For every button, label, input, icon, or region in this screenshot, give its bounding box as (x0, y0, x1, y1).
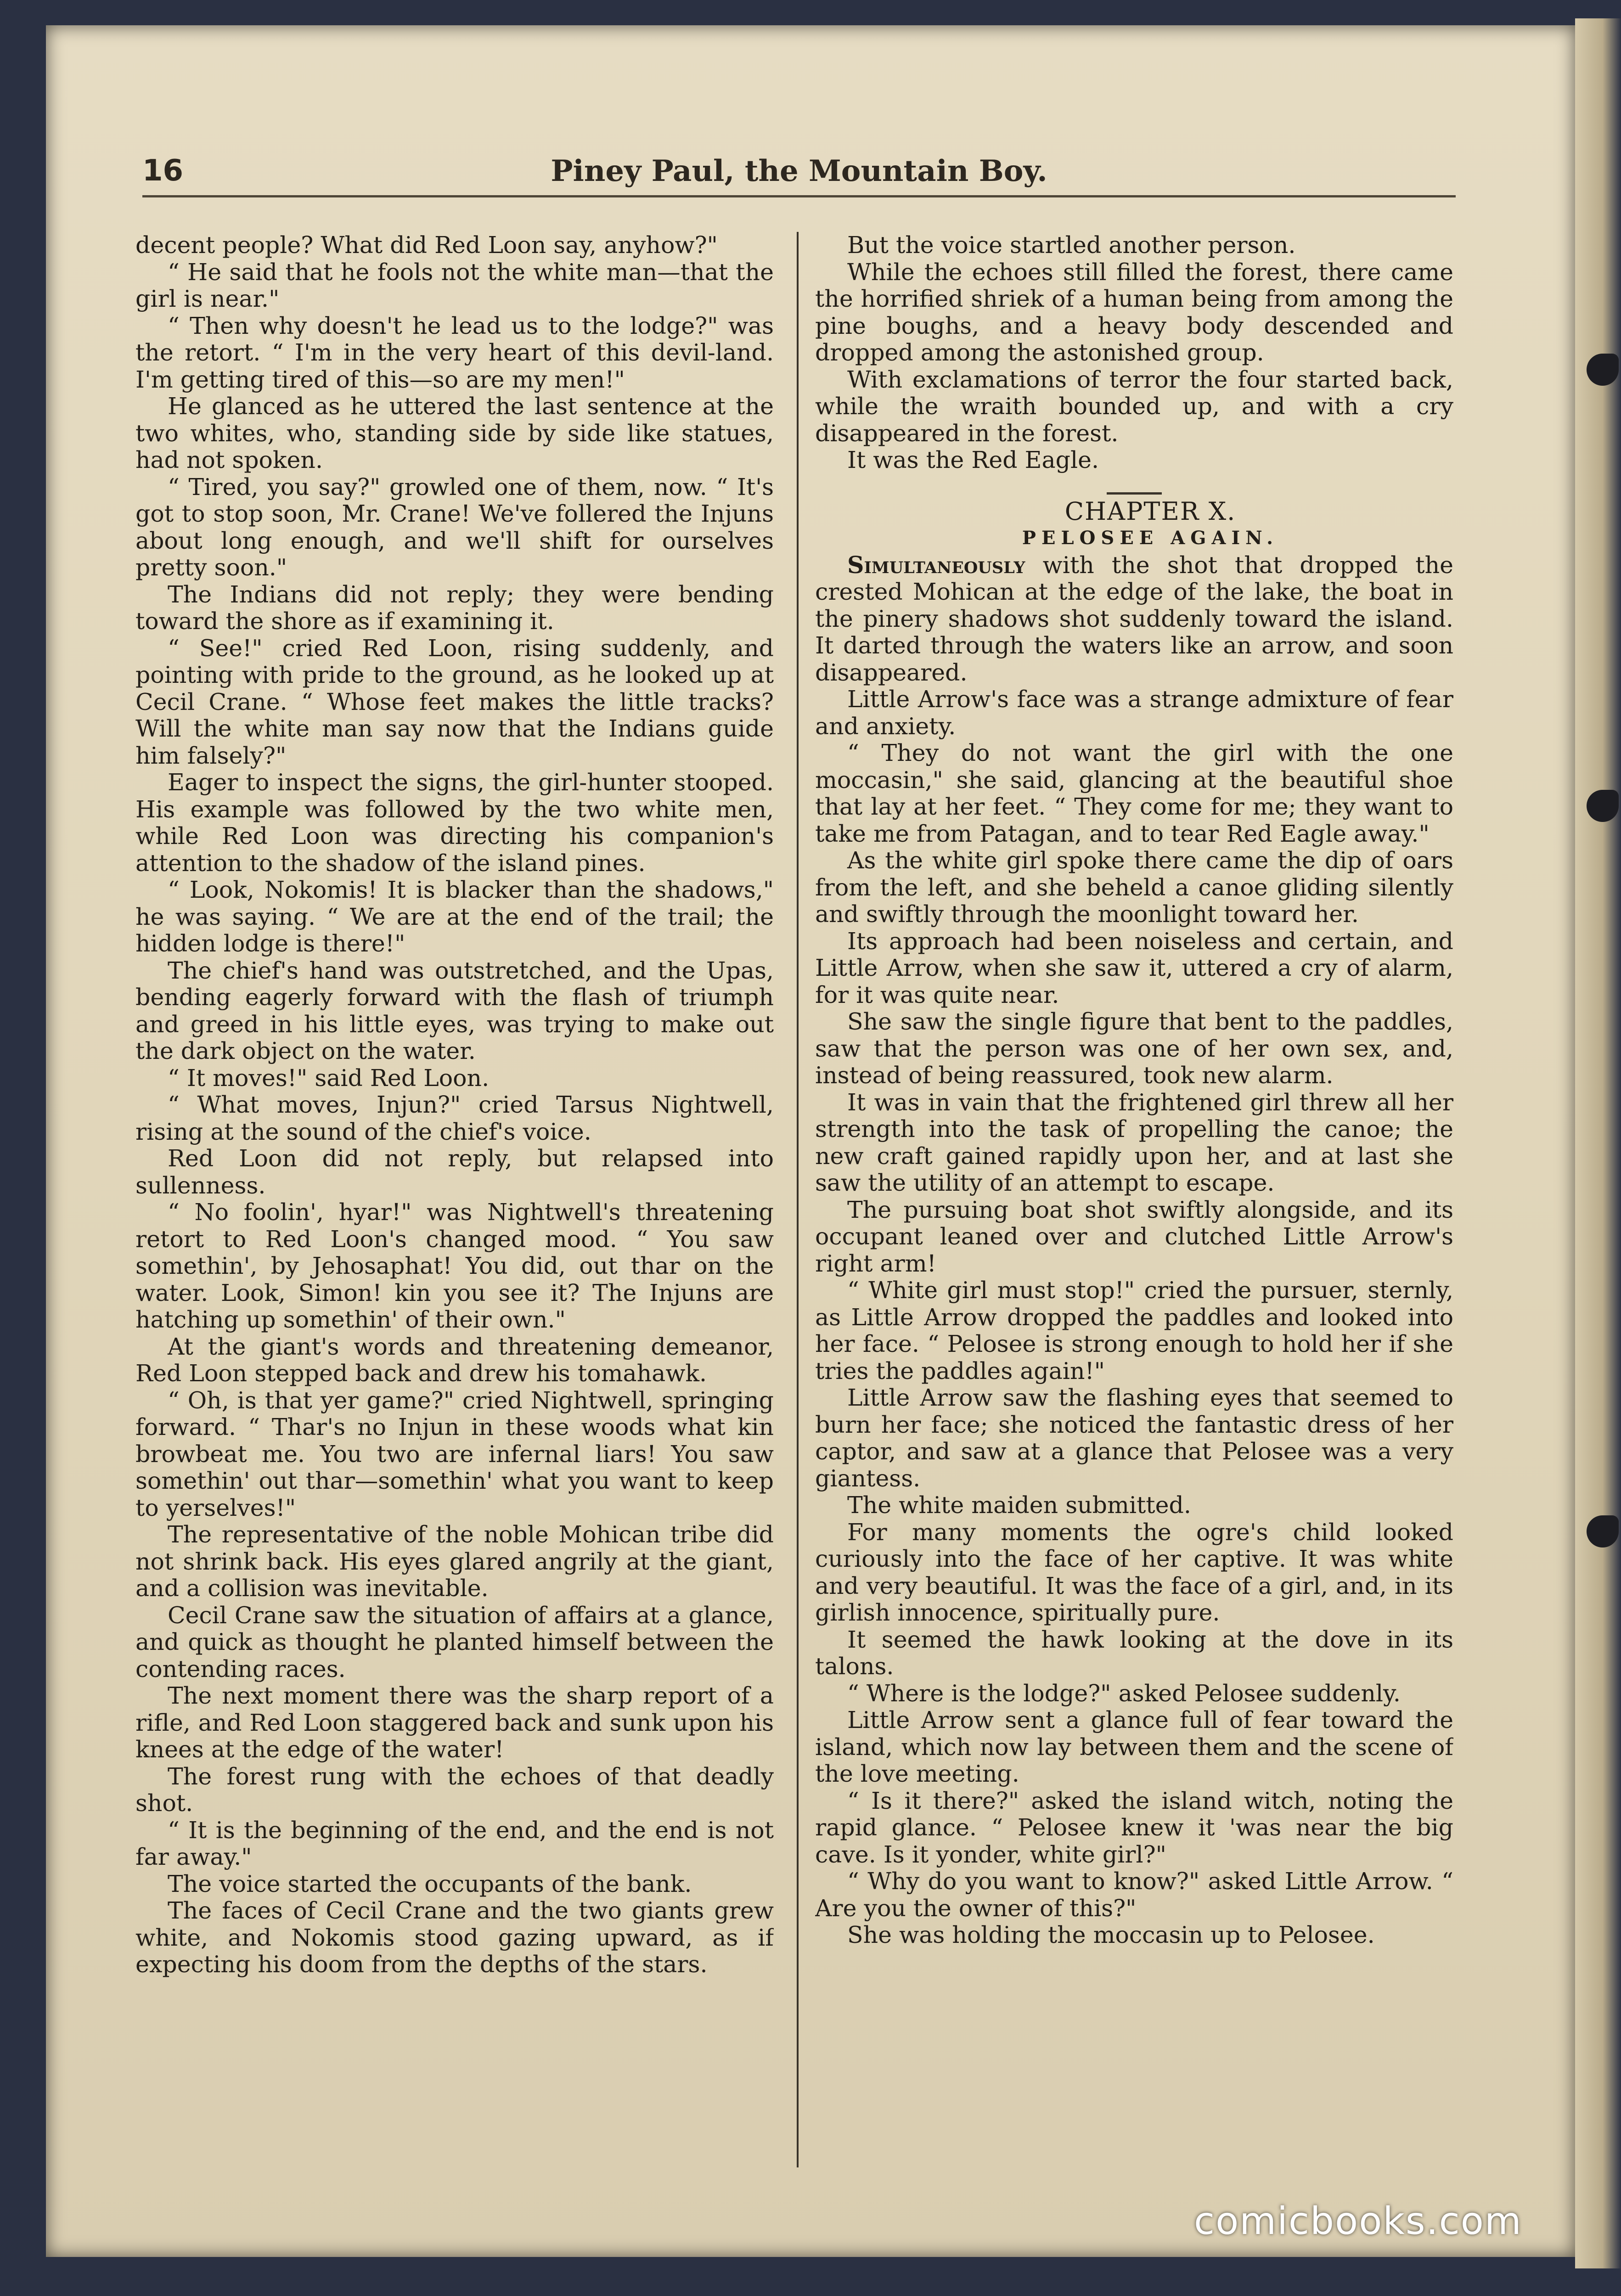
paragraph: “ No foolin', hyar!" was Nightwell's threatening retort to Red Loon's changed mood. “ You saw somethin', by Jehosaphat! You did, out thar on the water. Look, Simon! kin you see it? The Injuns are hatching up somethin' of their own." (135, 1199, 774, 1333)
paragraph: The Indians did not reply; they were bending toward the shore as if examining it. (135, 580, 774, 635)
paragraph: She was holding the moccasin up to Pelosee. (847, 1921, 1375, 1948)
paragraph: “ Why do you want to know?" asked Little Arrow. “ Are you the owner of this?" (815, 1868, 1453, 1922)
paragraph: Red Loon did not reply, but relapsed into sullenness. (135, 1145, 774, 1199)
right-text-column (815, 232, 1453, 2161)
paragraph: She saw the single figure that bent to the paddles, saw that the person was one of her own sex, and, instead of being reassured, took new alarm. (815, 1008, 1453, 1089)
paragraph: “ Tired, you say?" growled one of them, now. “ It's got to stop soon, Mr. Crane! We've follered the Injuns about long enough, and we'll shift for ourselves pretty soon." (135, 473, 774, 581)
paragraph: The white maiden submitted. (847, 1491, 1191, 1519)
paragraph: “ Where is the lodge?" asked Pelosee suddenly. (847, 1679, 1401, 1707)
paragraph: Little Arrow saw the flashing eyes that seemed to burn her face; she noticed the fantastic dress of her captor, and saw at a glance that Pelosee was a very giantess. (815, 1384, 1453, 1492)
chapter-title: CHAPTER X. (1064, 496, 1236, 526)
paragraph: “ He said that he fools not the white man—that the girl is near." (135, 258, 774, 312)
paragraph: With exclamations of terror the four started back, while the wraith bounded up, and with a cry disappeared in the forest. (815, 366, 1453, 447)
page-header (142, 154, 1456, 197)
running-title: Piney Paul, the Mountain Boy. (551, 154, 1047, 188)
binding-staple (1587, 354, 1619, 386)
paragraph: “ Oh, is that yer game?" cried Nightwell, springing forward. “ Thar's no Injun in these woods what kin browbeat me. You two are infernal liars! You saw somethin' out thar—somethin' what you want to keep to yerselves!" (135, 1386, 774, 1521)
left-text-column (135, 232, 774, 2161)
binding-staple (1587, 1515, 1619, 1548)
paragraph: The pursuing boat shot swiftly alongside, and its occupant leaned over and clutched Little Arrow's right arm! (815, 1196, 1453, 1277)
chapter-subtitle: PELOSEE AGAIN. (1022, 527, 1279, 549)
paragraph: decent people? What did Red Loon say, anyhow?" (135, 232, 718, 259)
paragraph: “ Then why doesn't he lead us to the lodge?" was the retort. “ I'm in the very heart of this devil-land. I'm getting tired of this—so are my men!" (135, 312, 774, 393)
paragraph: He glanced as he uttered the last sentence at the two whites, who, standing side by side like statues, had not spoken. (135, 393, 774, 473)
paragraph: At the giant's words and threatening demeanor, Red Loon stepped back and drew his tomahawk. (135, 1333, 774, 1387)
paragraph: Eager to inspect the signs, the girl-hunter stooped. His example was followed by the two white men, while Red Loon was directing his companion's attention to the shadow of the island pines. (135, 769, 774, 877)
right-column-opening (815, 232, 1453, 474)
paragraph: It was the Red Eagle. (847, 446, 1099, 473)
chapter-rule (1107, 492, 1162, 495)
paragraph: “ It is the beginning of the end, and the end is not far away." (135, 1816, 774, 1870)
paragraph: The representative of the noble Mohican tribe did not shrink back. His eyes glared angrily at the giant, and a collision was inevitable. (135, 1521, 774, 1602)
chapter-first-paragraph-text: with the shot that dropped the crested Mohican at the edge of the lake, the boat in the pinery shadows shot suddenly toward the island. It darted through the waters like an arrow, and soon disappeared. (815, 551, 1453, 686)
paragraph: As the white girl spoke there came the dip of oars from the left, and she beheld a canoe gliding silently and swiftly through the moonlight toward her. (815, 847, 1453, 928)
page-number: 16 (142, 154, 184, 188)
watermark: comicbooks.com (1194, 2200, 1522, 2243)
paragraph: The next moment there was the sharp report of a rifle, and Red Loon staggered back and sunk upon his knees at the edge of the water! (135, 1682, 774, 1763)
binding-staple (1587, 790, 1619, 822)
paragraph: The voice started the occupants of the bank. (168, 1870, 692, 1897)
paragraph: “ Is it there?" asked the island witch, noting the rapid glance. “ Pelosee knew it 'was near the big cave. Is it yonder, white girl?" (815, 1787, 1453, 1868)
paragraph: “ Look, Nokomis! It is blacker than the shadows," he was saying. “ We are at the end of the trail; the hidden lodge is there!" (135, 876, 774, 957)
paragraph: “ It moves!" said Red Loon. (168, 1064, 490, 1092)
chapter-first-word: Simultaneously (847, 551, 1025, 579)
paragraph: Little Arrow's face was a strange admixture of fear and anxiety. (815, 686, 1453, 740)
paragraph: Cecil Crane saw the situation of affairs at a glance, and quick as thought he planted himself between the contending races. (135, 1601, 774, 1683)
paragraph: It seemed the hawk looking at the dove in its talons. (815, 1626, 1453, 1680)
paragraph: The chief's hand was outstretched, and the Upas, bending eagerly forward with the flash of triumph and greed in his little eyes, was trying to make out the dark object on the water. (135, 957, 774, 1064)
paragraph: It was in vain that the frightened girl threw all her strength into the task of propelling the canoe; the new craft gained rapidly upon her, and at last she saw the utility of an attempt to escape. (815, 1088, 1453, 1196)
paragraph: For many moments the ogre's child looked curiously into the face of her captive. It was white and very beautiful. It was the face of a girl, and, in its girlish innocence, spiritually pure. (815, 1518, 1453, 1626)
paragraph: “ White girl must stop!" cried the pursuer, sternly, as Little Arrow dropped the paddles and looked into her face. “ Pelosee is strong enough to hold her if she tries the paddles again!" (815, 1277, 1453, 1384)
chapter-first-paragraph (815, 552, 1453, 687)
paragraph: But the voice startled another person. (847, 232, 1296, 259)
paragraph: While the echoes still filled the forest, there came the horrified shriek of a human being from among the pine boughs, and a heavy body descended and dropped among the astonished group. (815, 258, 1453, 366)
paragraph: The faces of Cecil Crane and the two giants grew white, and Nokomis stood gazing upward, as if expecting his doom from the depths of the stars. (135, 1897, 774, 1978)
right-column-continuation (815, 686, 1453, 1949)
paragraph: “ They do not want the girl with the one moccasin," she said, glancing at the beautiful shoe that lay at her feet. “ They come for me; they want to take me from Patagan, and to tear Red Eagle away." (815, 739, 1453, 847)
paragraph: Its approach had been noiseless and certain, and Little Arrow, when she saw it, uttered a cry of alarm, for it was quite near. (815, 927, 1453, 1008)
paragraph: Little Arrow sent a glance full of fear toward the island, which now lay between them and the scene of the love meeting. (815, 1706, 1453, 1787)
paragraph: The forest rung with the echoes of that deadly shot. (135, 1762, 774, 1817)
paragraph: “ See!" cried Red Loon, rising suddenly, and pointing with pride to the ground, as he looked up at Cecil Crane. “ Whose feet makes the little tracks? Will the white man say now that the Indians guide him falsely?" (135, 634, 774, 769)
paragraph: “ What moves, Injun?" cried Tarsus Nightwell, rising at the sound of the chief's voice. (135, 1091, 774, 1145)
column-divider (797, 232, 799, 2167)
